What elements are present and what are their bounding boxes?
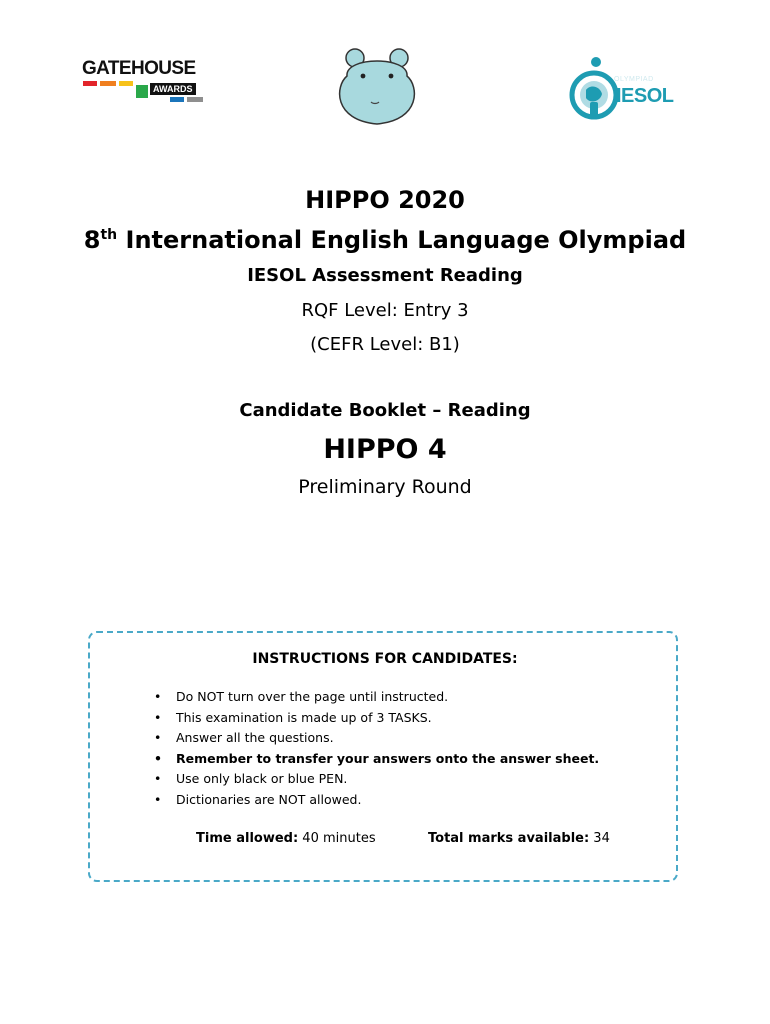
cefr-level: (CEFR Level: B1) — [310, 334, 460, 355]
iesol-logo — [566, 52, 686, 122]
instruction-item: • Do NOT turn over the page until instructed. — [148, 687, 599, 708]
instruction-item: • Use only black or blue PEN. — [148, 769, 599, 790]
round-title: Preliminary Round — [298, 476, 472, 498]
gatehouse-bar-blue — [170, 97, 184, 102]
subtitle-superscript: th — [100, 227, 118, 243]
instructions-box — [88, 631, 678, 882]
instructions-heading: INSTRUCTIONS FOR CANDIDATES: — [252, 651, 518, 667]
gatehouse-logo-title: GATEHOUSE — [82, 58, 196, 79]
gatehouse-logo-awards: AWARDS — [150, 83, 196, 95]
subtitle-ordinal: 8 — [83, 226, 101, 254]
iesol-logo-small-text: OLYMPIAD — [614, 76, 654, 83]
gatehouse-bar-red — [83, 81, 97, 86]
total-marks-label: Total marks available: — [428, 831, 590, 846]
gatehouse-bar-grey — [187, 97, 203, 102]
instruction-item: • Answer all the questions. — [148, 728, 599, 749]
time-allowed — [196, 831, 376, 846]
cover-subtitle — [0, 226, 770, 254]
time-allowed-value: 40 minutes — [298, 831, 376, 846]
subtitle-rest: International English Language Olympiad — [117, 226, 687, 254]
hippo-mascot-logo — [333, 46, 421, 128]
assessment-title: IESOL Assessment Reading — [247, 265, 523, 286]
instruction-item: • This examination is made up of 3 TASKS. — [148, 708, 599, 729]
instruction-item-emphasis: • Remember to transfer your answers onto the answer sheet. — [148, 749, 599, 770]
gatehouse-bar-orange — [100, 81, 116, 86]
gatehouse-awards-logo — [80, 58, 210, 104]
booklet-title: Candidate Booklet – Reading — [239, 400, 531, 421]
rqf-level: RQF Level: Entry 3 — [301, 300, 469, 321]
time-allowed-label: Time allowed: — [196, 831, 299, 846]
instruction-item: • Dictionaries are NOT allowed. — [148, 790, 599, 811]
gatehouse-bar-yellow — [119, 81, 133, 86]
gatehouse-bar-green — [136, 85, 148, 98]
total-marks-value: 34 — [589, 831, 610, 846]
cover-title: HIPPO 2020 — [305, 186, 465, 214]
level-title: HIPPO 4 — [323, 434, 447, 465]
total-marks — [428, 831, 610, 846]
iesol-logo-text: IESOL — [616, 85, 674, 107]
instructions-list — [148, 687, 599, 810]
